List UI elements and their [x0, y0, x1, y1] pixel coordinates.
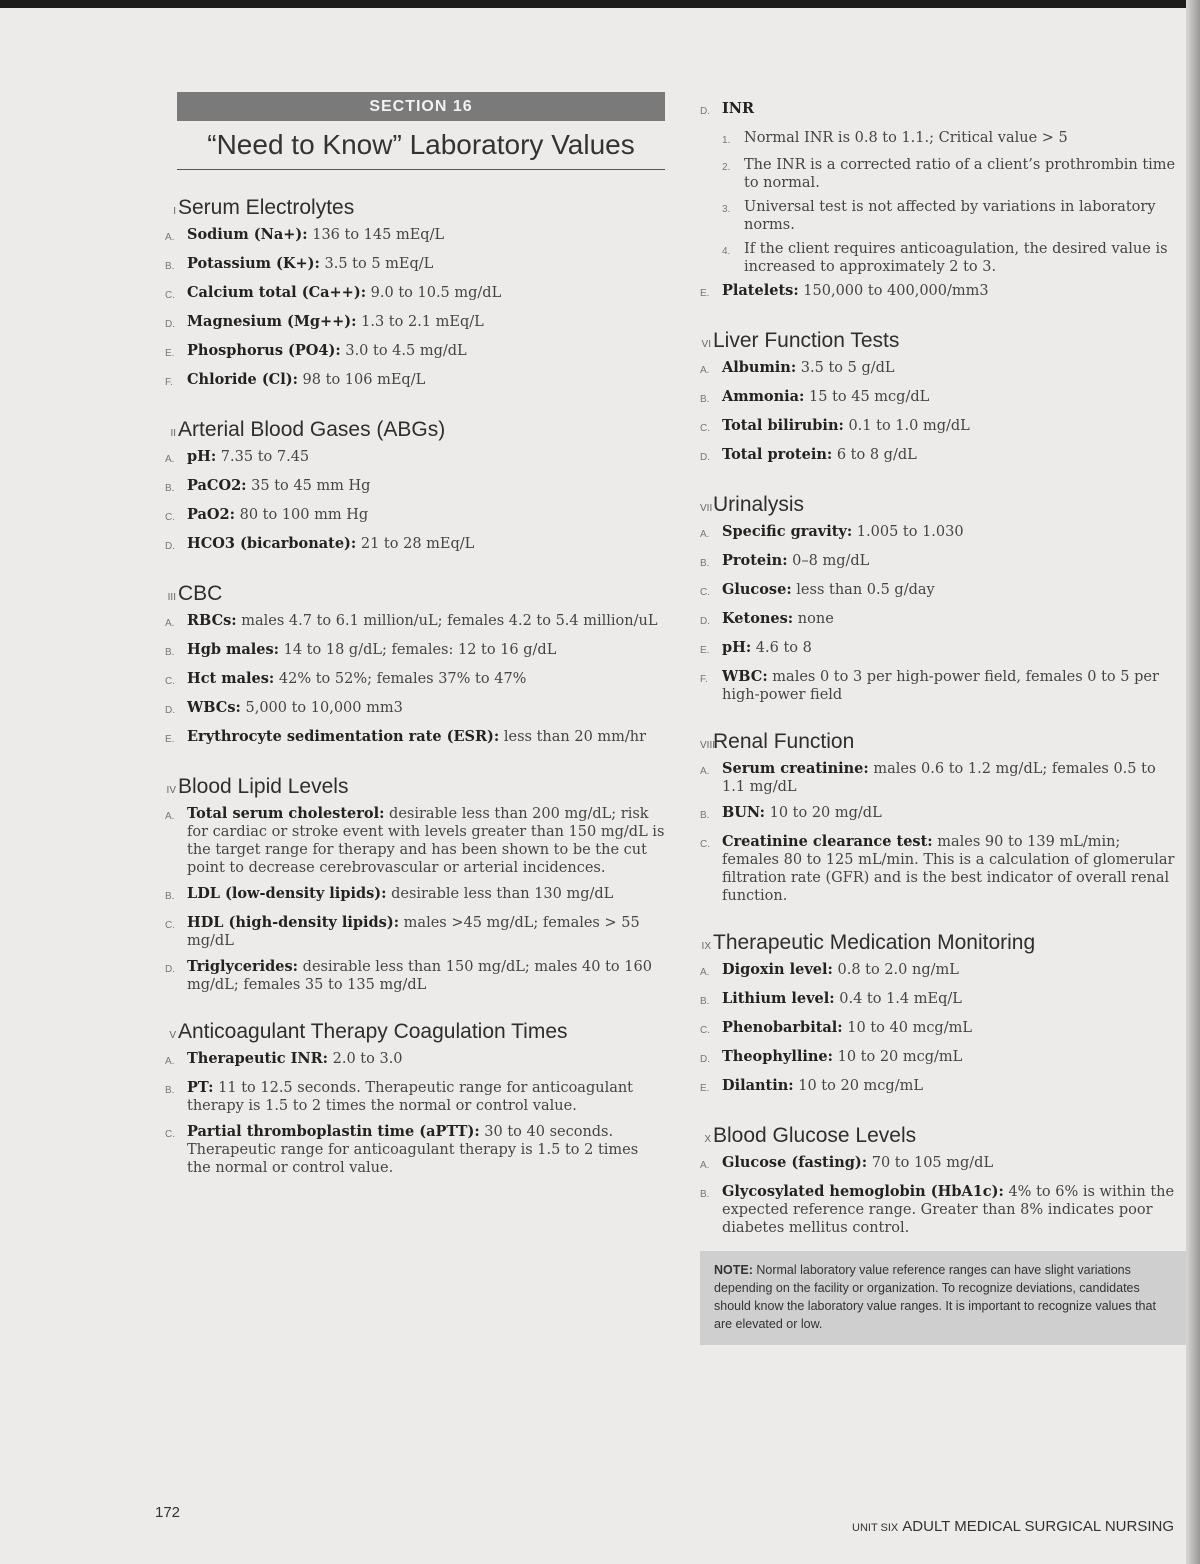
item-value: 1.005 to 1.030: [852, 524, 964, 540]
section-title: Therapeutic Medication Monitoring: [713, 931, 1036, 954]
section-number: II: [170, 428, 176, 439]
item-term: Ketones:: [722, 610, 794, 627]
item-term: Protein:: [722, 552, 788, 569]
item-letter: A.: [165, 454, 175, 465]
item-value: 150,000 to 400,000/mm3: [798, 283, 989, 299]
item-term: Phosphorus (PO4):: [187, 342, 341, 359]
item-value: 9.0 to 10.5 mg/dL: [366, 285, 502, 301]
section-blood-lipid-levels: [165, 775, 665, 994]
item-term: pH:: [722, 639, 752, 656]
list-item: [700, 1019, 1180, 1040]
item-letter: D.: [165, 541, 175, 552]
item-letter: C.: [165, 512, 175, 523]
footer-book-title: ADULT MEDICAL SURGICAL NURSING: [902, 1518, 1174, 1535]
item-letter: D.: [700, 616, 710, 627]
item-term: LDL (low-density lipids):: [187, 885, 387, 902]
list-item: [700, 523, 1180, 544]
list-item: [700, 961, 1180, 982]
list-item: [700, 833, 1180, 905]
item-term: Calcium total (Ca++):: [187, 284, 367, 301]
footer-unit: UNIT SIX: [852, 1522, 899, 1534]
list-item: [700, 552, 1180, 573]
list-item: [700, 1077, 1180, 1098]
list-item: [700, 1048, 1180, 1069]
item-term: Erythrocyte sedimentation rate (ESR):: [187, 728, 500, 745]
inr-sublist: [700, 129, 1180, 276]
item-letter: B.: [165, 647, 175, 658]
section-title: Liver Function Tests: [713, 329, 900, 352]
item-letter: A.: [700, 365, 710, 376]
section-header: [165, 1020, 665, 1044]
section-title: Renal Function: [713, 730, 855, 753]
section-cbc: [165, 582, 665, 749]
item-value: 2.0 to 3.0: [328, 1051, 403, 1067]
section-title: Arterial Blood Gases (ABGs): [178, 418, 446, 441]
list-item: [700, 100, 1180, 121]
sub-item-text: Universal test is not affected by variations in laboratory norms.: [744, 199, 1156, 233]
item-term: Theophylline:: [722, 1048, 833, 1065]
list-item: [700, 417, 1180, 438]
left-column: [165, 92, 665, 1185]
item-letter: D.: [700, 106, 710, 117]
item-value: 0.4 to 1.4 mEq/L: [834, 991, 962, 1007]
item-term: Platelets:: [722, 282, 799, 299]
right-column: [700, 100, 1180, 1345]
item-letter: E.: [165, 734, 175, 745]
item-letter: A.: [165, 618, 175, 629]
item-value: 35 to 45 mm Hg: [246, 478, 371, 494]
item-value: males 0.6 to 1.2 mg/dL; females 0.5 to 1.1 mg/dL: [722, 761, 1156, 795]
list-item: [700, 760, 1180, 796]
list-item: [700, 446, 1180, 467]
item-term: Chloride (Cl):: [187, 371, 298, 388]
item-letter: E.: [165, 348, 175, 359]
item-letter: B.: [700, 810, 710, 821]
sub-item-number: 1.: [722, 135, 731, 146]
section-title: Serum Electrolytes: [178, 196, 355, 219]
item-term: Digoxin level:: [722, 961, 833, 978]
item-value: males 90 to 139 mL/min; females 80 to 125 mL/min. This is a calculation of glomerular filtration rate (GFR) and is the best indicator of overall renal function.: [722, 834, 1175, 904]
list-item: [700, 639, 1180, 660]
item-value: 10 to 40 mcg/mL: [842, 1020, 972, 1036]
item-value: 11 to 12.5 seconds. Therapeutic range for anticoagulant therapy is 1.5 to 2 times the normal or control value.: [187, 1080, 634, 1114]
item-letter: D.: [165, 319, 175, 330]
list-item: [165, 699, 665, 720]
list-item: [165, 914, 665, 950]
note-box: [700, 1251, 1186, 1345]
section-number: I: [173, 206, 176, 217]
list-item: [700, 388, 1180, 409]
section-title: Urinalysis: [713, 493, 805, 516]
section-number: III: [167, 592, 176, 603]
item-letter: A.: [700, 766, 710, 777]
item-letter: B.: [700, 394, 710, 405]
item-term: Sodium (Na+):: [187, 226, 308, 243]
item-value: less than 20 mm/hr: [499, 729, 647, 745]
item-term: WBCs:: [187, 699, 241, 716]
item-letter: B.: [165, 1085, 175, 1096]
item-letter: A.: [165, 232, 175, 243]
item-letter: D.: [165, 964, 175, 975]
sub-list-item: [722, 240, 1180, 276]
section-therapeutic-medication-monitoring: [700, 931, 1180, 1098]
item-value: 70 to 105 mg/dL: [867, 1155, 994, 1171]
list-item: [165, 535, 665, 556]
item-value: 14 to 18 g/dL; females: 12 to 16 g/dL: [279, 642, 557, 658]
item-value: 10 to 20 mcg/mL: [793, 1078, 923, 1094]
item-term: Specific gravity:: [722, 523, 853, 540]
item-value: 7.35 to 7.45: [216, 449, 310, 465]
section-header: [700, 493, 1180, 517]
section-number: VIII: [700, 740, 716, 751]
item-value: 0–8 mg/dL: [787, 553, 870, 569]
list-item: [165, 448, 665, 469]
item-letter: B.: [700, 1189, 710, 1200]
item-term: Glycosylated hemoglobin (HbA1c):: [722, 1183, 1004, 1200]
section-anticoagulant-therapy: [165, 1020, 665, 1177]
item-letter: A.: [165, 811, 175, 822]
section-number: IX: [701, 941, 711, 952]
list-item: [165, 371, 665, 392]
list-item: [700, 359, 1180, 380]
sub-item-number: 3.: [722, 204, 731, 215]
item-term: Partial thromboplastin time (aPTT):: [187, 1123, 480, 1140]
section-urinalysis: [700, 493, 1180, 704]
item-letter: B.: [700, 996, 710, 1007]
section-arterial-blood-gases: [165, 418, 665, 556]
item-letter: A.: [700, 1160, 710, 1171]
list-item: [165, 313, 665, 334]
item-letter: C.: [165, 676, 175, 687]
item-value: 80 to 100 mm Hg: [234, 507, 369, 523]
item-term: Phenobarbital:: [722, 1019, 843, 1036]
sub-list-item: [722, 156, 1180, 192]
item-letter: E.: [700, 1083, 710, 1094]
item-term: Magnesium (Mg++):: [187, 313, 357, 330]
item-value: 10 to 20 mcg/mL: [832, 1049, 963, 1065]
item-letter: C.: [165, 920, 175, 931]
sub-item-text: If the client requires anticoagulation, the desired value is increased to approximately 2 to 3.: [744, 241, 1168, 275]
section-header: [165, 196, 665, 220]
item-value: 0.8 to 2.0 ng/mL: [832, 962, 959, 978]
item-value: 42% to 52%; females 37% to 47%: [274, 671, 527, 687]
list-item: [165, 1050, 665, 1071]
item-value: desirable less than 200 mg/dL; risk for cardiac or stroke event with levels greater than 150 mg/dL is the target range for therapy and has been shown to be the cut point to decrease cerebrovascular or arterial incidences.: [187, 806, 665, 876]
list-item: [165, 612, 665, 633]
item-term: Triglycerides:: [187, 958, 299, 975]
list-item: [165, 805, 665, 877]
item-value: 4% to 6% is within the expected reference range. Greater than 8% indicates poor diabetes mellitus control.: [722, 1184, 1175, 1236]
section-header: [700, 1124, 1180, 1148]
item-term: HDL (high-density lipids):: [187, 914, 400, 931]
item-value: 15 to 45 mcg/dL: [804, 389, 930, 405]
list-item: [165, 641, 665, 662]
item-letter: C.: [165, 290, 175, 301]
note-label: NOTE:: [714, 1263, 753, 1277]
list-item: [165, 1079, 665, 1115]
page-top-edge: [0, 0, 1200, 8]
section-title: Anticoagulant Therapy Coagulation Times: [178, 1020, 568, 1043]
section-title: Blood Lipid Levels: [178, 775, 349, 798]
item-value: males 0 to 3 per high-power field, females 0 to 5 per high-power field: [722, 669, 1159, 703]
item-value: 5,000 to 10,000 mm3: [240, 700, 403, 716]
item-value: less than 0.5 g/day: [791, 582, 935, 598]
section-liver-function-tests: [700, 329, 1180, 467]
item-term: Creatinine clearance test:: [722, 833, 933, 850]
section-number: IV: [166, 785, 176, 796]
item-term: Therapeutic INR:: [187, 1050, 329, 1067]
item-letter: C.: [700, 839, 710, 850]
item-term: Glucose:: [722, 581, 792, 598]
item-letter: D.: [165, 705, 175, 716]
item-value: 3.5 to 5 g/dL: [796, 360, 895, 376]
item-value: desirable less than 150 mg/dL; males 40 to 160 mg/dL; females 35 to 135 mg/dL: [187, 959, 652, 993]
section-title: Blood Glucose Levels: [713, 1124, 917, 1147]
section-banner: SECTION 16: [177, 92, 665, 121]
list-item: [700, 610, 1180, 631]
item-letter: C.: [700, 1025, 710, 1036]
item-value: 3.0 to 4.5 mg/dL: [340, 343, 467, 359]
item-term: Total bilirubin:: [722, 417, 844, 434]
item-term: HCO3 (bicarbonate):: [187, 535, 357, 552]
section-header: [165, 418, 665, 442]
item-term: BUN:: [722, 804, 765, 821]
item-term: INR: [722, 100, 755, 117]
sub-list-item: [722, 198, 1180, 234]
item-value: 30 to 40 seconds. Therapeutic range for anticoagulant therapy is 1.5 to 2 times the normal or control value.: [187, 1124, 639, 1176]
section-number: X: [704, 1134, 711, 1145]
item-letter: B.: [165, 891, 175, 902]
item-letter: A.: [700, 967, 710, 978]
list-item: [165, 342, 665, 363]
item-term: WBC:: [722, 668, 768, 685]
item-term: Lithium level:: [722, 990, 835, 1007]
section-title: CBC: [178, 582, 223, 605]
item-term: PaO2:: [187, 506, 235, 523]
item-value: 1.3 to 2.1 mEq/L: [356, 314, 484, 330]
item-value: 98 to 106 mEq/L: [297, 372, 426, 388]
item-letter: D.: [700, 1054, 710, 1065]
page-number: 172: [155, 1504, 181, 1521]
list-item: [165, 506, 665, 527]
sub-item-number: 2.: [722, 162, 731, 173]
item-term: Hct males:: [187, 670, 275, 687]
running-footer: [852, 1518, 1174, 1536]
section-number: VII: [700, 503, 713, 514]
item-value: 21 to 28 mEq/L: [356, 536, 475, 552]
list-item: [165, 226, 665, 247]
page-binding-shadow: [1186, 0, 1200, 1564]
list-item: [165, 670, 665, 691]
item-value: males 4.7 to 6.1 million/uL; females 4.2 to 5.4 million/uL: [236, 613, 658, 629]
list-item: [165, 284, 665, 305]
item-term: PaCO2:: [187, 477, 247, 494]
inr-block: [700, 100, 1180, 121]
item-letter: D.: [700, 452, 710, 463]
section-serum-electrolytes: [165, 196, 665, 392]
list-item: [700, 804, 1180, 825]
section-renal-function: [700, 730, 1180, 905]
item-term: Potassium (K+):: [187, 255, 320, 272]
item-letter: C.: [165, 1129, 175, 1140]
item-letter: E.: [700, 288, 710, 299]
item-value: males >45 mg/dL; females > 55 mg/dL: [187, 915, 640, 949]
section-header: [165, 582, 665, 606]
item-term: PT:: [187, 1079, 214, 1096]
note-text: Normal laboratory value reference ranges can have slight variations depending on the facility or organization. To recognize deviations, candidates should know the laboratory value ranges. It is important to recognize values that are elevated or low.: [714, 1263, 1156, 1331]
section-header: [700, 730, 1180, 754]
section-header: [700, 931, 1180, 955]
item-term: Ammonia:: [722, 388, 805, 405]
platelets-list: [700, 282, 1180, 303]
item-term: pH:: [187, 448, 217, 465]
item-value: 6 to 8 g/dL: [832, 447, 917, 463]
item-value: 3.5 to 5 mEq/L: [319, 256, 434, 272]
item-letter: A.: [165, 1056, 175, 1067]
section-header: [165, 775, 665, 799]
item-value: 136 to 145 mEq/L: [307, 227, 445, 243]
item-letter: F.: [165, 377, 173, 388]
list-item: [165, 477, 665, 498]
list-item: [165, 1123, 665, 1177]
list-item: [700, 581, 1180, 602]
item-value: 4.6 to 8: [751, 640, 812, 656]
sub-item-text: The INR is a corrected ratio of a client’s prothrombin time to normal.: [744, 157, 1176, 191]
list-item: [165, 885, 665, 906]
list-item: [700, 282, 1180, 303]
item-letter: C.: [700, 587, 710, 598]
item-letter: B.: [165, 261, 175, 272]
section-blood-glucose-levels: [700, 1124, 1180, 1237]
item-term: Albumin:: [722, 359, 797, 376]
section-number: V: [169, 1030, 176, 1041]
item-value: none: [793, 611, 834, 627]
item-value: desirable less than 130 mg/dL: [386, 886, 614, 902]
section-number: VI: [701, 339, 711, 350]
list-item: [700, 668, 1180, 704]
item-term: Glucose (fasting):: [722, 1154, 868, 1171]
page-title: “Need to Know” Laboratory Values: [177, 129, 665, 170]
list-item: [165, 728, 665, 749]
list-item: [165, 958, 665, 994]
item-letter: F.: [700, 674, 708, 685]
section-header: [700, 329, 1180, 353]
item-letter: A.: [700, 529, 710, 540]
sub-list-item: [722, 129, 1180, 150]
item-letter: B.: [165, 483, 175, 494]
item-term: RBCs:: [187, 612, 237, 629]
sub-item-text: Normal INR is 0.8 to 1.1.; Critical value > 5: [744, 130, 1068, 146]
item-term: Total protein:: [722, 446, 833, 463]
item-value: 10 to 20 mg/dL: [765, 805, 882, 821]
item-letter: B.: [700, 558, 710, 569]
list-item: [700, 990, 1180, 1011]
item-term: Serum creatinine:: [722, 760, 869, 777]
item-term: Hgb males:: [187, 641, 280, 658]
sub-item-number: 4.: [722, 246, 731, 257]
item-term: Dilantin:: [722, 1077, 794, 1094]
item-letter: E.: [700, 645, 710, 656]
list-item: [165, 255, 665, 276]
list-item: [700, 1154, 1180, 1175]
item-value: 0.1 to 1.0 mg/dL: [843, 418, 970, 434]
list-item: [700, 1183, 1180, 1237]
item-term: Total serum cholesterol:: [187, 805, 385, 822]
item-letter: C.: [700, 423, 710, 434]
